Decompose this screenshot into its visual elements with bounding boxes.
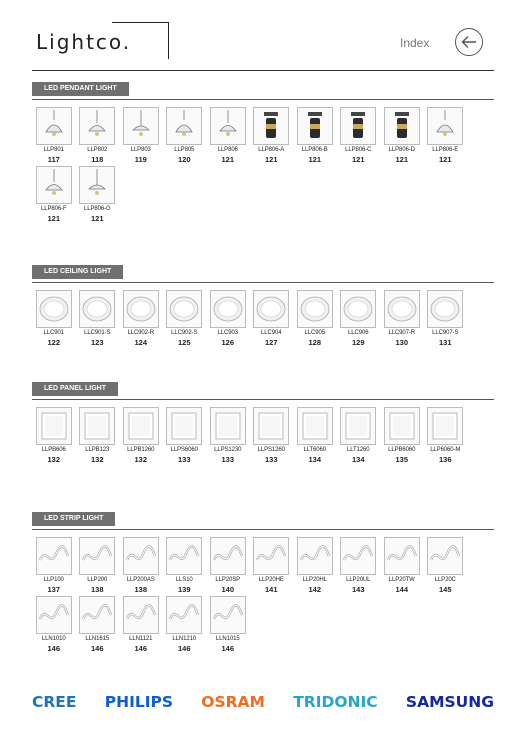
product-code: LLP20UL (346, 577, 371, 583)
strip-light-icon (79, 596, 115, 634)
ceiling-light-icon (340, 290, 376, 328)
spotlight-icon (384, 107, 420, 145)
product-item[interactable] (206, 290, 250, 347)
ceiling-light-icon (384, 290, 420, 328)
page-number: 126 (221, 338, 234, 347)
spotlight-icon (340, 107, 376, 145)
product-code: LLPS6060 (170, 447, 198, 453)
product-code: LLN1010 (41, 636, 66, 642)
product-item[interactable] (337, 290, 381, 347)
strip-light-icon (384, 537, 420, 575)
product-item[interactable] (293, 407, 337, 464)
page-number: 138 (90, 585, 104, 594)
ceiling-light-icon (297, 290, 333, 328)
strip-light-icon (166, 596, 202, 634)
product-code: LLP20HE (258, 577, 284, 583)
page-number: 121 (308, 155, 321, 164)
section-divider (32, 99, 494, 100)
ceiling-light-icon (123, 290, 159, 328)
product-code: LLC905 (304, 330, 325, 336)
pendant-lamp-icon (166, 107, 202, 145)
ceiling-light-icon (210, 290, 246, 328)
page-number: 132 (47, 455, 60, 464)
brand-logos (32, 690, 494, 714)
page-number: 142 (308, 585, 321, 594)
back-button[interactable] (455, 28, 483, 56)
product-item[interactable] (380, 107, 424, 164)
panel-light-icon (166, 407, 202, 445)
product-item[interactable] (380, 407, 424, 464)
page-number: 137 (47, 585, 60, 594)
page-number: 120 (177, 155, 191, 164)
brand-philips: PHILIPS (104, 693, 174, 711)
panel-light-icon (253, 407, 289, 445)
page-number: 135 (395, 455, 408, 464)
product-item[interactable] (206, 107, 250, 164)
product-item[interactable] (163, 596, 207, 653)
brand-cree: CREE (32, 693, 77, 711)
pendant-lamp-icon (79, 166, 115, 204)
product-code: LLC902-S (171, 330, 198, 336)
product-grid (32, 107, 494, 223)
product-code: LLN1015 (215, 636, 240, 642)
ceiling-light-icon (427, 290, 463, 328)
logo-frame (112, 22, 169, 59)
product-item[interactable] (206, 596, 250, 653)
page-number: 122 (47, 338, 60, 347)
strip-light-icon (36, 537, 72, 575)
product-grid (32, 290, 494, 347)
product-item[interactable] (424, 290, 468, 347)
page-number: 143 (351, 585, 365, 594)
product-code: LLP200AS (126, 577, 155, 583)
product-item[interactable] (76, 596, 120, 653)
product-item[interactable] (163, 290, 207, 347)
section-title: LED PENDANT LIGHT (32, 82, 129, 96)
product-item[interactable] (250, 290, 294, 347)
page-number: 134 (308, 455, 321, 464)
header-divider (32, 70, 494, 71)
product-item[interactable] (32, 537, 76, 594)
page-number: 133 (264, 455, 278, 464)
product-code: LLN1615 (85, 636, 110, 642)
product-item[interactable] (32, 166, 76, 223)
strip-light-icon (123, 537, 159, 575)
product-item[interactable] (32, 596, 76, 653)
page-number: 145 (438, 585, 452, 594)
page-number: 124 (134, 338, 147, 347)
product-item[interactable] (119, 407, 163, 464)
product-item[interactable] (119, 537, 163, 594)
header (0, 0, 521, 72)
product-item[interactable] (337, 407, 381, 464)
page-number: 121 (221, 155, 234, 164)
panel-light-icon (210, 407, 246, 445)
product-item[interactable] (380, 290, 424, 347)
product-code: LLPB6060 (388, 447, 416, 453)
product-code: LLPB606 (41, 447, 66, 453)
product-item[interactable] (32, 407, 76, 464)
product-item[interactable] (76, 407, 120, 464)
page-number: 141 (264, 585, 278, 594)
strip-light-icon (123, 596, 159, 634)
product-code: LLC906 (348, 330, 369, 336)
product-code: LLP200 (87, 577, 108, 583)
pendant-lamp-icon (36, 166, 72, 204)
pendant-lamp-icon (427, 107, 463, 145)
product-code: LLP806-B (301, 147, 328, 153)
section-divider (32, 529, 494, 530)
product-item[interactable] (337, 537, 381, 594)
product-item[interactable] (206, 407, 250, 464)
page-number: 134 (351, 455, 365, 464)
page-number: 133 (221, 455, 234, 464)
product-code: LLC904 (261, 330, 282, 336)
spotlight-icon (297, 107, 333, 145)
page-number: 146 (47, 644, 60, 653)
product-code: LLPS1260 (257, 447, 285, 453)
product-item[interactable] (119, 107, 163, 164)
page-number: 117 (47, 155, 60, 164)
product-item[interactable] (293, 290, 337, 347)
product-code: LLP806-E (432, 147, 459, 153)
section-title: LED STRIP LIGHT (32, 512, 115, 526)
panel-light-icon (340, 407, 376, 445)
product-code: LLP806-F (40, 206, 67, 212)
page-number: 119 (134, 155, 147, 164)
product-item[interactable] (76, 537, 120, 594)
strip-light-icon (166, 537, 202, 575)
brand-tridonic: TRIDONIC (293, 693, 378, 711)
product-code: LLC903 (217, 330, 238, 336)
panel-light-icon (427, 407, 463, 445)
page-number: 128 (308, 338, 321, 347)
page-number: 132 (90, 455, 104, 464)
product-code: LLC907-R (388, 330, 416, 336)
product-code: LLN1210 (172, 636, 197, 642)
pendant-lamp-icon (79, 107, 115, 145)
strip-light-icon (36, 596, 72, 634)
page-number: 123 (90, 338, 104, 347)
page-number: 146 (177, 644, 191, 653)
strip-light-icon (340, 537, 376, 575)
panel-light-icon (297, 407, 333, 445)
index-link[interactable]: Index (400, 36, 430, 50)
product-item[interactable] (163, 537, 207, 594)
logo-text: Lightco. (36, 30, 132, 54)
strip-light-icon (79, 537, 115, 575)
product-item[interactable] (380, 537, 424, 594)
page-number: 127 (264, 338, 278, 347)
section-title: LED PANEL LIGHT (32, 382, 118, 396)
product-code: LLP6060-M (430, 447, 461, 453)
product-code: LLP801 (43, 147, 64, 153)
product-code: LLT6060 (303, 447, 327, 453)
page-number: 121 (90, 214, 104, 223)
product-item[interactable] (424, 537, 468, 594)
spotlight-icon (253, 107, 289, 145)
page-number: 118 (91, 155, 104, 164)
product-code: LLPS1230 (214, 447, 242, 453)
strip-light-icon (253, 537, 289, 575)
pendant-lamp-icon (210, 107, 246, 145)
product-code: LLC902-R (127, 330, 155, 336)
page-number: 129 (351, 338, 365, 347)
brand-samsung: SAMSUNG (405, 693, 494, 711)
product-code: LLPB1260 (127, 447, 155, 453)
product-code: LLP803 (130, 147, 151, 153)
page-number: 138 (134, 585, 147, 594)
page-number: 146 (134, 644, 147, 653)
product-item[interactable] (250, 537, 294, 594)
page-number: 131 (438, 338, 452, 347)
product-item[interactable] (293, 537, 337, 594)
page-number: 136 (438, 455, 452, 464)
section-divider (32, 282, 494, 283)
product-code: LLP20SP (215, 577, 241, 583)
product-item[interactable] (76, 166, 120, 223)
page-number: 140 (221, 585, 234, 594)
product-grid (32, 407, 494, 464)
product-code: LLP806-A (258, 147, 285, 153)
ceiling-light-icon (79, 290, 115, 328)
product-code: LLS10 (175, 577, 193, 583)
product-item[interactable] (206, 537, 250, 594)
product-code: LLP20TW (388, 577, 415, 583)
product-code: LLP806-C (345, 147, 372, 153)
strip-light-icon (427, 537, 463, 575)
product-code: LLP802 (87, 147, 108, 153)
page-number: 132 (134, 455, 147, 464)
product-item[interactable] (337, 107, 381, 164)
page-number: 146 (90, 644, 104, 653)
product-item[interactable] (119, 290, 163, 347)
ceiling-light-icon (36, 290, 72, 328)
page-number: 144 (395, 585, 408, 594)
product-code: LLP805 (174, 147, 195, 153)
product-item[interactable] (163, 407, 207, 464)
product-code: LLPB123 (85, 447, 110, 453)
page-number: 130 (395, 338, 408, 347)
product-item[interactable] (163, 107, 207, 164)
product-item[interactable] (293, 107, 337, 164)
section-divider (32, 399, 494, 400)
product-code: LLP20HL (302, 577, 327, 583)
page-number: 133 (177, 455, 191, 464)
product-code: LLC901-S (84, 330, 111, 336)
product-code: LLP100 (43, 577, 64, 583)
strip-light-icon (297, 537, 333, 575)
product-code: LLP806 (217, 147, 238, 153)
page-number: 121 (395, 155, 408, 164)
product-item[interactable] (250, 407, 294, 464)
pendant-lamp-icon (36, 107, 72, 145)
product-code: LLP806-G (83, 206, 111, 212)
arrow-left-icon (461, 35, 477, 49)
ceiling-light-icon (166, 290, 202, 328)
product-item[interactable] (32, 290, 76, 347)
product-code: LLT1260 (346, 447, 370, 453)
strip-light-icon (210, 596, 246, 634)
panel-light-icon (384, 407, 420, 445)
logo (36, 30, 131, 60)
ceiling-light-icon (253, 290, 289, 328)
panel-light-icon (123, 407, 159, 445)
product-code: LLN1121 (129, 636, 153, 642)
product-item[interactable] (424, 407, 468, 464)
brand-osram: OSRAM (201, 693, 265, 711)
panel-light-icon (36, 407, 72, 445)
product-item[interactable] (32, 107, 76, 164)
product-grid (32, 537, 494, 653)
panel-light-icon (79, 407, 115, 445)
product-item[interactable] (424, 107, 468, 164)
page-number: 121 (47, 214, 60, 223)
product-code: LLC901 (43, 330, 64, 336)
product-item[interactable] (76, 290, 120, 347)
product-code: LLP20C (434, 577, 456, 583)
section-title: LED CEILING LIGHT (32, 265, 123, 279)
page-number: 125 (177, 338, 191, 347)
pendant-lamp-icon (123, 107, 159, 145)
page-number: 121 (351, 155, 365, 164)
product-code: LLP806-D (388, 147, 415, 153)
page-number: 121 (438, 155, 452, 164)
strip-light-icon (210, 537, 246, 575)
product-code: LLC907-S (432, 330, 459, 336)
page-number: 146 (221, 644, 234, 653)
page-number: 139 (177, 585, 191, 594)
page-number: 121 (264, 155, 278, 164)
product-item[interactable] (76, 107, 120, 164)
product-item[interactable] (250, 107, 294, 164)
product-item[interactable] (119, 596, 163, 653)
